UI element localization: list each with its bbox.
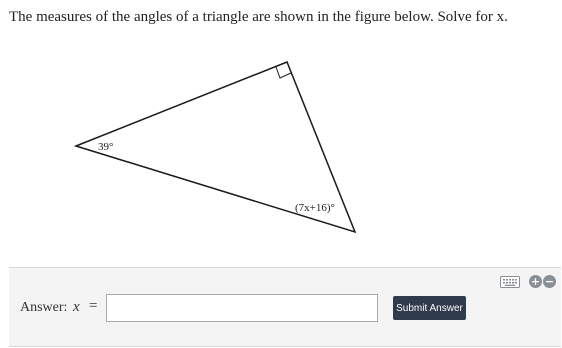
question-text: The measures of the angles of a triangle are shown in the figure below. Solve for x. xyxy=(9,9,508,25)
plus-icon[interactable]: + xyxy=(530,275,541,288)
minus-icon[interactable]: − xyxy=(544,275,555,288)
answer-variable: x xyxy=(73,299,80,315)
answer-panel xyxy=(9,267,561,347)
angle-label-7x-16: (7x+16)° xyxy=(295,202,335,214)
submit-answer-button[interactable]: Submit Answer xyxy=(393,296,466,320)
right-angle-marker xyxy=(276,67,291,78)
angle-label-39: 39° xyxy=(98,141,114,153)
answer-label: Answer: xyxy=(20,300,68,315)
answer-input[interactable] xyxy=(106,294,378,322)
equals-sign: = xyxy=(89,298,98,314)
keyboard-icon[interactable] xyxy=(500,276,520,288)
